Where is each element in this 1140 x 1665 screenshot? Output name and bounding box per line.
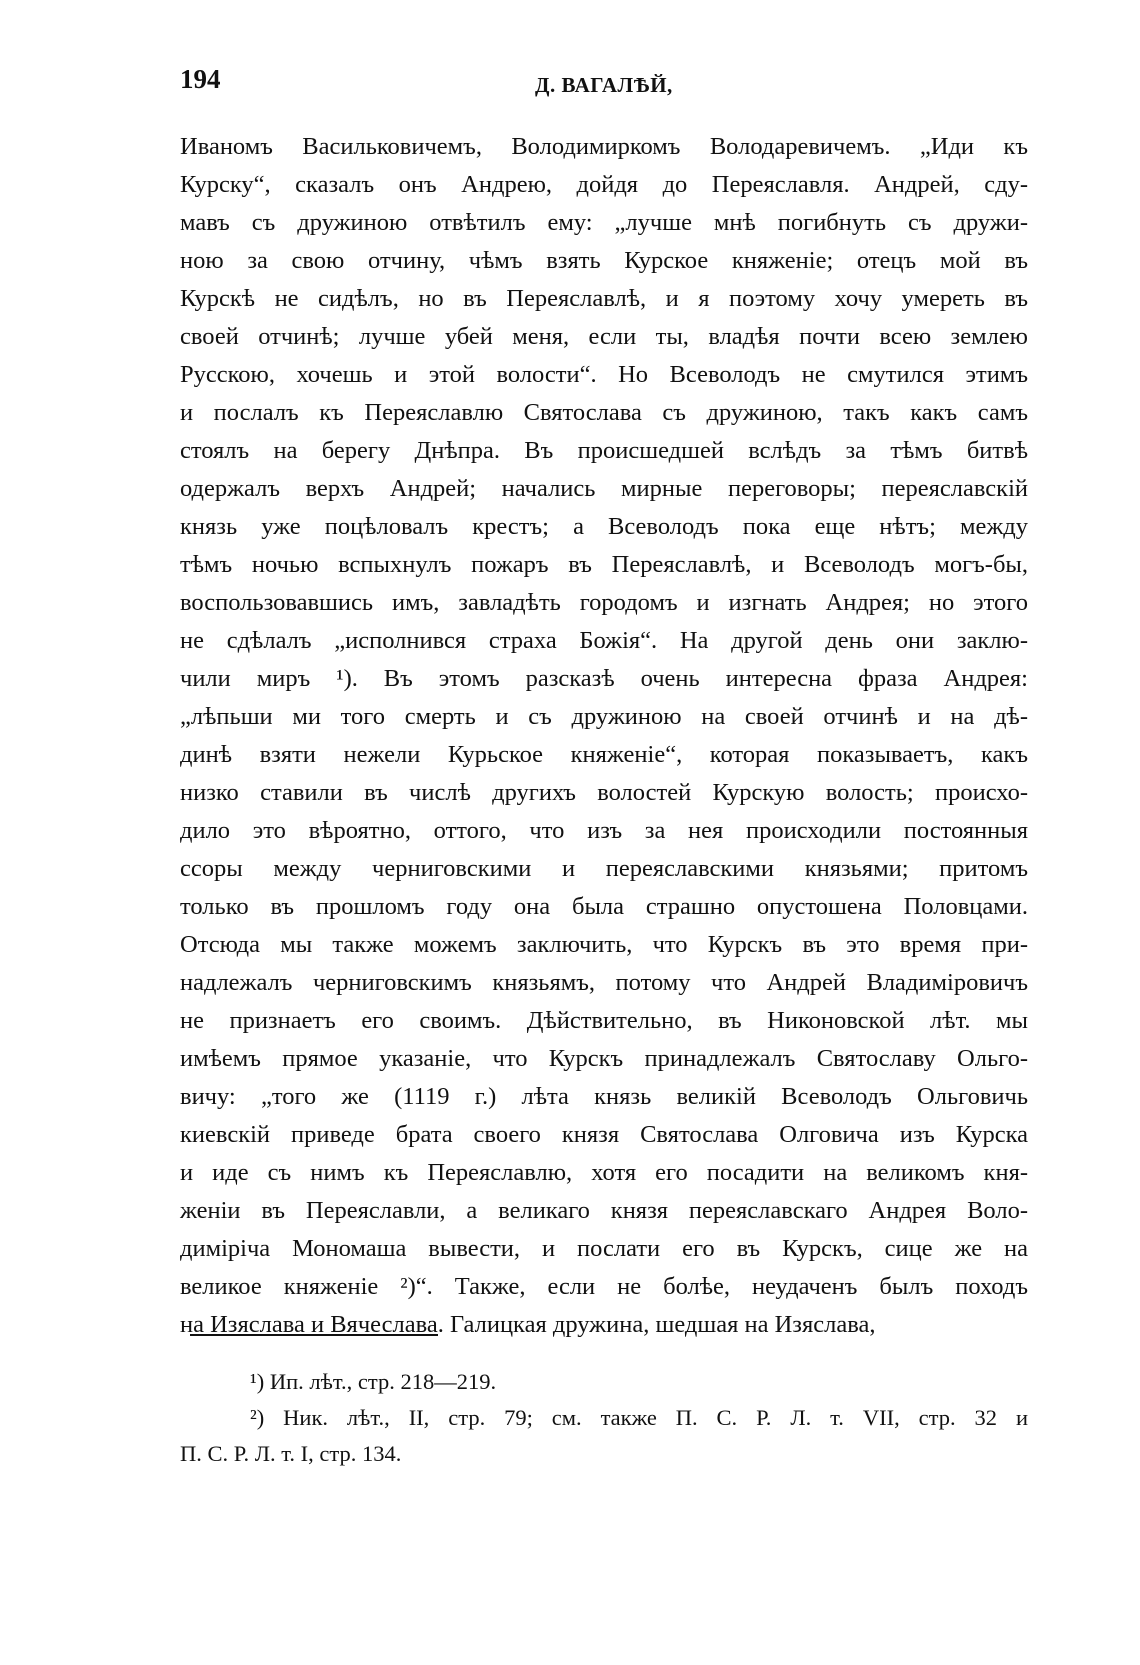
body-line: диміріча Мономаша вывести, и послати его въ Курскъ, сице же на — [180, 1235, 1028, 1262]
body-line: великое княженіе ²)“. Также, если не болѣе, неудаченъ былъ походъ — [180, 1273, 1028, 1300]
body-line: Отсюда мы также можемъ заключить, что Курскъ въ это время при- — [180, 931, 1028, 958]
body-line: князь уже поцѣловалъ крестъ; а Всеволодъ пока еще нѣтъ; между — [180, 513, 1028, 540]
body-line: женіи въ Переяславли, а великаго князя переяславскаго Андрея Воло- — [180, 1197, 1028, 1224]
body-line: Русскою, хочешь и этой волости“. Но Всеволодъ не смутился этимъ — [180, 361, 1028, 388]
body-line: динѣ взяти нежели Курьское княженіе“, которая показываетъ, какъ — [180, 741, 1028, 768]
body-line: дило это вѣроятно, оттого, что изъ за нея происходили постоянныя — [180, 817, 1028, 844]
body-line: Курскѣ не сидѣлъ, но въ Переяславлѣ, и я поэтому хочу умереть въ — [180, 285, 1028, 312]
body-line: и послалъ къ Переяславлю Святослава съ дружиною, такъ какъ самъ — [180, 399, 1028, 426]
body-line: вичу: „того же (1119 г.) лѣта князь великій Всеволодъ Ольговичь — [180, 1083, 1028, 1110]
footnote-2: ²) Ник. лѣт., II, стр. 79; см. также П. С. Р. Л. т. VII, стр. 32 и — [250, 1405, 1028, 1430]
body-line: мавъ съ дружиною отвѣтилъ ему: „лучше мнѣ погибнуть съ дружи- — [180, 209, 1028, 236]
body-line: Курску“, сказалъ онъ Андрею, дойдя до Переяславля. Андрей, сду- — [180, 171, 1028, 198]
body-line: и иде съ нимъ къ Переяславлю, хотя его посадити на великомъ кня- — [180, 1159, 1028, 1186]
body-text — [180, 128, 1028, 1344]
body-line: стоялъ на берегу Днѣпра. Въ происшедшей вслѣдъ за тѣмъ битвѣ — [180, 437, 1028, 464]
footnote-1: ¹) Ип. лѣт., стр. 218—219. — [250, 1369, 497, 1394]
body-line: „лѣпьши ми того смерть и съ дружиною на своей отчинѣ и на дѣ- — [180, 703, 1028, 730]
footnotes — [180, 1364, 1028, 1472]
body-line: чили миръ ¹). Въ этомъ разсказѣ очень интересна фраза Андрея: — [180, 665, 1028, 692]
body-line: своей отчинѣ; лучше убей меня, если ты, владѣя почти всею землею — [180, 323, 1028, 350]
body-line: не признаетъ его своимъ. Дѣйствительно, въ Никоновской лѣт. мы — [180, 1007, 1028, 1034]
body-line: ною за свою отчину, чѣмъ взять Курское княженіе; отецъ мой въ — [180, 247, 1028, 274]
body-line: на Изяслава и Вячеслава. Галицкая дружина, шедшая на Изяслава, — [180, 1311, 876, 1338]
body-line: надлежалъ черниговскимъ князьямъ, потому что Андрей Владиміровичъ — [180, 969, 1028, 996]
body-line: воспользовавшись имъ, завладѣть городомъ и изгнать Андрея; но этого — [180, 589, 1028, 616]
body-line: имѣемъ прямое указаніе, что Курскъ принадлежалъ Святославу Ольго- — [180, 1045, 1028, 1072]
running-head: Д. ВАГАЛѢЙ, — [535, 73, 673, 97]
body-line: одержалъ верхъ Андрей; начались мирные переговоры; переяславскій — [180, 475, 1028, 502]
body-line: ссоры между черниговскими и переяславскими князьями; притомъ — [180, 855, 1028, 882]
body-line: тѣмъ ночью вспыхнулъ пожаръ въ Переяславлѣ, и Всеволодъ могъ-бы, — [180, 551, 1028, 578]
body-line: не сдѣлалъ „исполнився страха Божія“. На другой день они заклю- — [180, 627, 1028, 654]
body-line: только въ прошломъ году она была страшно опустошена Половцами. — [180, 893, 1028, 920]
body-line: киевскій приведе брата своего князя Святослава Олговича изъ Курска — [180, 1121, 1028, 1148]
body-line: Иваномъ Васильковичемъ, Володимиркомъ Володаревичемъ. „Иди къ — [180, 133, 1028, 160]
footnote-divider — [190, 1334, 438, 1336]
page-number: 194 — [180, 64, 221, 94]
footnote-2-continuation: П. С. Р. Л. т. I, стр. 134. — [180, 1441, 402, 1466]
body-line: низко ставили въ числѣ другихъ волостей Курскую волость; происхо- — [180, 779, 1028, 806]
